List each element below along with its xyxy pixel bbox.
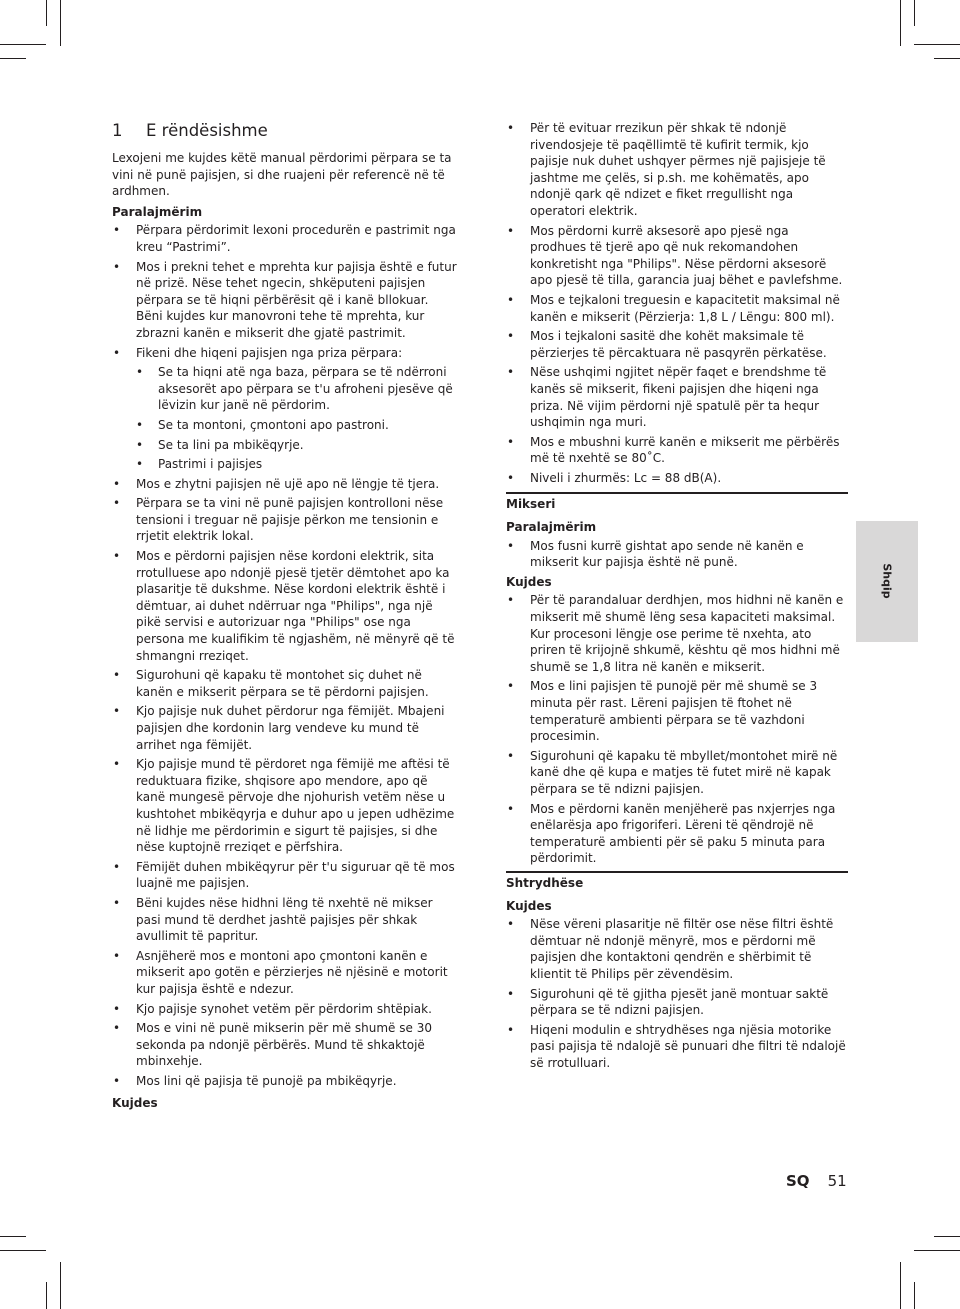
- list-item: • Mos e mbushni kurrë kanën e mikserit me përbërës më të nxehtë se 80˚C.: [506, 434, 848, 467]
- list-item: • Asnjëherë mos e montoni apo çmontoni kanën e mikserit apo gotën e përzierjes në njësinë e motorit kur pajisja është e ndezur.: [112, 948, 457, 998]
- list-item: • Për të parandaluar derdhjen, mos hidhni në kanën e mikserit më shumë lëng sesa kapaciteti maksimal. Kur procesoni lëngje ose perime të nxehta, ato priren të krijojnë shkumë, kështu që mos hidhni më shumë se 1,8 litra në kanën e mikserit.: [506, 592, 848, 675]
- list-item: • Mos e vini në punë mikserin për më shumë se 30 sekonda pa ndonjë përbërës. Mund të shkaktojë mbinxehje.: [112, 1020, 457, 1070]
- section-title: [112, 120, 457, 142]
- mixer-caution-list: [506, 592, 848, 867]
- list-item: • Mos e lini pajisjen të punojë për më shumë se 3 minuta për rast. Lëreni pajisjen të ftohet në temperaturë ambienti përpara se të vazhdoni procesimin.: [506, 678, 848, 744]
- crop-mark: [914, 1250, 960, 1251]
- page-footer: [786, 1172, 847, 1190]
- crop-mark: [914, 1282, 915, 1309]
- left-column: [112, 120, 457, 1114]
- crop-mark: [46, 0, 47, 26]
- sub-list-item: • Se ta lini pa mbikëqyrje.: [136, 437, 457, 454]
- crop-mark: [0, 1250, 46, 1251]
- juicer-section: [506, 871, 848, 1072]
- list-item: • Sigurohuni që kapaku të montohet siç duhet në kanën e mikserit përpara se të përdorni pajisjen.: [112, 667, 457, 700]
- list-item: • Bëni kujdes nëse hidhni lëng të nxehtë në mikser pasi mund të derdhet jashtë pajisjes për shkak avullimit të papritur.: [112, 895, 457, 945]
- list-item: • Nëse ushqimi ngjitet nëpër faqet e brendshme të kanës së mikserit, fikeni pajisjen dhe hiqeni nga priza. Në vijim përdorni një spatulë për ta hequr ushqimin nga muri.: [506, 364, 848, 430]
- warning-heading: Paralajmërim: [112, 204, 203, 219]
- sub-list-item: • Pastrimi i pajisjes: [136, 456, 457, 473]
- list-item: • Mos i prekni tehet e mprehta kur pajisja është e futur në prizë. Nëse tehet ngecin, shkëputeni pajisjen përpara se të hiqni përbërësit që i kanë bllokuar. Bëni kujdes kur manovroni tehe të mprehta, kur zbrazni kanën e mikserit dhe gjatë pastrimit.: [112, 259, 457, 342]
- sub-list: [136, 364, 457, 473]
- crop-mark: [60, 0, 61, 46]
- list-item: • Mos përdorni kurrë aksesorë apo pjesë nga prodhues të tjerë apo që nuk rekomandohen konkretisht nga "Philips". Nëse përdorni aksesorë apo pjesë të tilla, garancia juaj bëhet e pavlefshme.: [506, 223, 848, 289]
- list-item: • Fëmijët duhen mbikëqyrur për t'u siguruar që të mos luajnë me pajisjen.: [112, 859, 457, 892]
- mixer-caution-heading: Kujdes: [506, 574, 552, 589]
- list-item: • Mos e përdorni kanën menjëherë pas nxjerrjes nga enëlarësja apo frigoriferi. Lëreni të qëndrojë në temperaturë ambienti për së paku 5 minuta para përdorimit.: [506, 801, 848, 867]
- crop-mark: [900, 0, 901, 46]
- juicer-caution-heading: Kujdes: [506, 898, 552, 913]
- list-item: • Kjo pajisje synohet vetëm për përdorim shtëpiak.: [112, 1001, 457, 1018]
- caution-heading: Kujdes: [112, 1096, 158, 1111]
- crop-mark: [0, 58, 26, 59]
- sub-list-item: • Se ta hiqni atë nga baza, përpara se të ndërroni aksesorët apo përpara se t'u afroheni pjesëve që lëvizin kur janë në përdorim.: [136, 364, 457, 414]
- list-item: • Mos lini që pajisja të punojë pa mbikëqyrje.: [112, 1073, 457, 1090]
- page-number: 51: [827, 1172, 847, 1190]
- juicer-heading: Shtrydhëse: [506, 875, 584, 890]
- intro-paragraph: Lexojeni me kujdes këtë manual përdorimi përpara se ta vini në punë pajisjen, si dhe ruajeni për referencë në të ardhmen.: [112, 151, 452, 199]
- list-item: [112, 345, 457, 473]
- crop-mark: [914, 44, 960, 45]
- crop-mark: [46, 1282, 47, 1309]
- list-item: • Hiqeni modulin e shtrydhëses nga njësia motorike pasi pajisja të ndalojë së punuari dhe filtri të ndalojë së rrotulluari.: [506, 1022, 848, 1072]
- list-item: • Niveli i zhurmës: Lc = 88 dB(A).: [506, 470, 848, 487]
- list-item: • Mos e tejkaloni treguesin e kapacitetit maksimal në kanën e mikserit (Përzierja: 1,8 L / Lëngu: 800 ml).: [506, 292, 848, 325]
- crop-mark: [0, 1236, 26, 1237]
- list-item: • Sigurohuni që kapaku të mbyllet/montohet mirë në kanë dhe që kupa e matjes të futet mirë në kapak përpara se të ndizni pajisjen.: [506, 748, 848, 798]
- juicer-caution-list: [506, 916, 848, 1071]
- list-item: • Mos e zhytni pajisjen në ujë apo në lëngje të tjera.: [112, 476, 457, 493]
- crop-mark: [60, 1262, 61, 1309]
- crop-mark: [934, 58, 960, 59]
- footer-language-code: SQ: [786, 1172, 810, 1190]
- list-item: • Mos e përdorni pajisjen nëse kordoni elektrik, sita rrotulluese apo ndonjë pjesë tjetër dëmtohet apo ka plasaritje të dukshme. Nëse kordoni elektrik është i dëmtuar, ai duhet ndërruar nga "Philips", nga një pikë servisi e autorizuar nga "Philips" ose nga persona me kualifikim të ngjashëm, në mënyrë që të shmangni rreziqet.: [112, 548, 457, 664]
- list-item: • Për të evituar rrezikun për shkak të ndonjë rivendosjeje të paqëllimtë të kufirit termik, kjo pajisje nuk duhet ushqyer përmes një pajisjeje të jashtme me çelës, si p.sh. me kohëmatës, apo ndonjë qark që ndizet e fiket rregullisht nga operatori elektrik.: [506, 120, 848, 220]
- list-item: • Përpara se ta vini në punë pajisjen kontrolloni nëse tensioni i treguar në pajisje përkon me tensionin e rrjetit elektrik lokal.: [112, 495, 457, 545]
- list-item: • Kjo pajisje mund të përdoret nga fëmijë me aftësi të reduktuara fizike, shqisore apo mendore, apo që kanë mungesë përvoje dhe njohurish vetëm nëse u kushtohet mbikëqyrja e duhur apo u jepen udhëzime në lidhje me përdorimin e sigurt të pajisjes, si dhe nëse kuptojnë rreziqet e përfshira.: [112, 756, 457, 856]
- warning-list-continued: [506, 120, 848, 486]
- section-number: 1: [112, 121, 123, 140]
- right-column: [506, 120, 848, 1074]
- crop-mark: [914, 0, 915, 26]
- mixer-section: [506, 492, 848, 866]
- crop-mark: [900, 1262, 901, 1309]
- section-title-text: E rëndësishme: [146, 121, 268, 140]
- sub-list-item: • Se ta montoni, çmontoni apo pastroni.: [136, 417, 457, 434]
- mixer-warning-list: [506, 538, 848, 571]
- mixer-warning-heading: Paralajmërim: [506, 520, 597, 535]
- list-item: • Mos i tejkaloni sasitë dhe kohët maksimale të përzierjes të përcaktuara në pasqyrën përkatëse.: [506, 328, 848, 361]
- list-item: • Nëse vëreni plasaritje në filtër ose nëse filtri është dëmtuar në ndonjë mënyrë, mos e përdorni më pajisjen dhe kontaktoni qendrën e shërbimit të klientit të Philips për zëvendësim.: [506, 916, 848, 982]
- list-item-text: Fikeni dhe hiqeni pajisjen nga priza përpara:: [136, 345, 403, 360]
- mixer-heading: Mikseri: [506, 497, 556, 512]
- language-tab: [856, 521, 918, 642]
- list-item: • Mos fusni kurrë gishtat apo sende në kanën e mikserit kur pajisja është në punë.: [506, 538, 848, 571]
- list-item: • Kjo pajisje nuk duhet përdorur nga fëmijët. Mbajeni pajisjen dhe kordonin larg vendeve ku mund të arrihet nga fëmijët.: [112, 703, 457, 753]
- list-item: • Përpara përdorimit lexoni procedurën e pastrimit nga kreu “Pastrimi”.: [112, 222, 457, 255]
- language-tab-label: Shqip: [880, 563, 894, 599]
- crop-mark: [934, 1236, 960, 1237]
- list-item: • Sigurohuni që të gjitha pjesët janë montuar saktë përpara se të ndizni pajisjen.: [506, 986, 848, 1019]
- warning-list: [112, 222, 457, 1089]
- crop-mark: [0, 44, 46, 45]
